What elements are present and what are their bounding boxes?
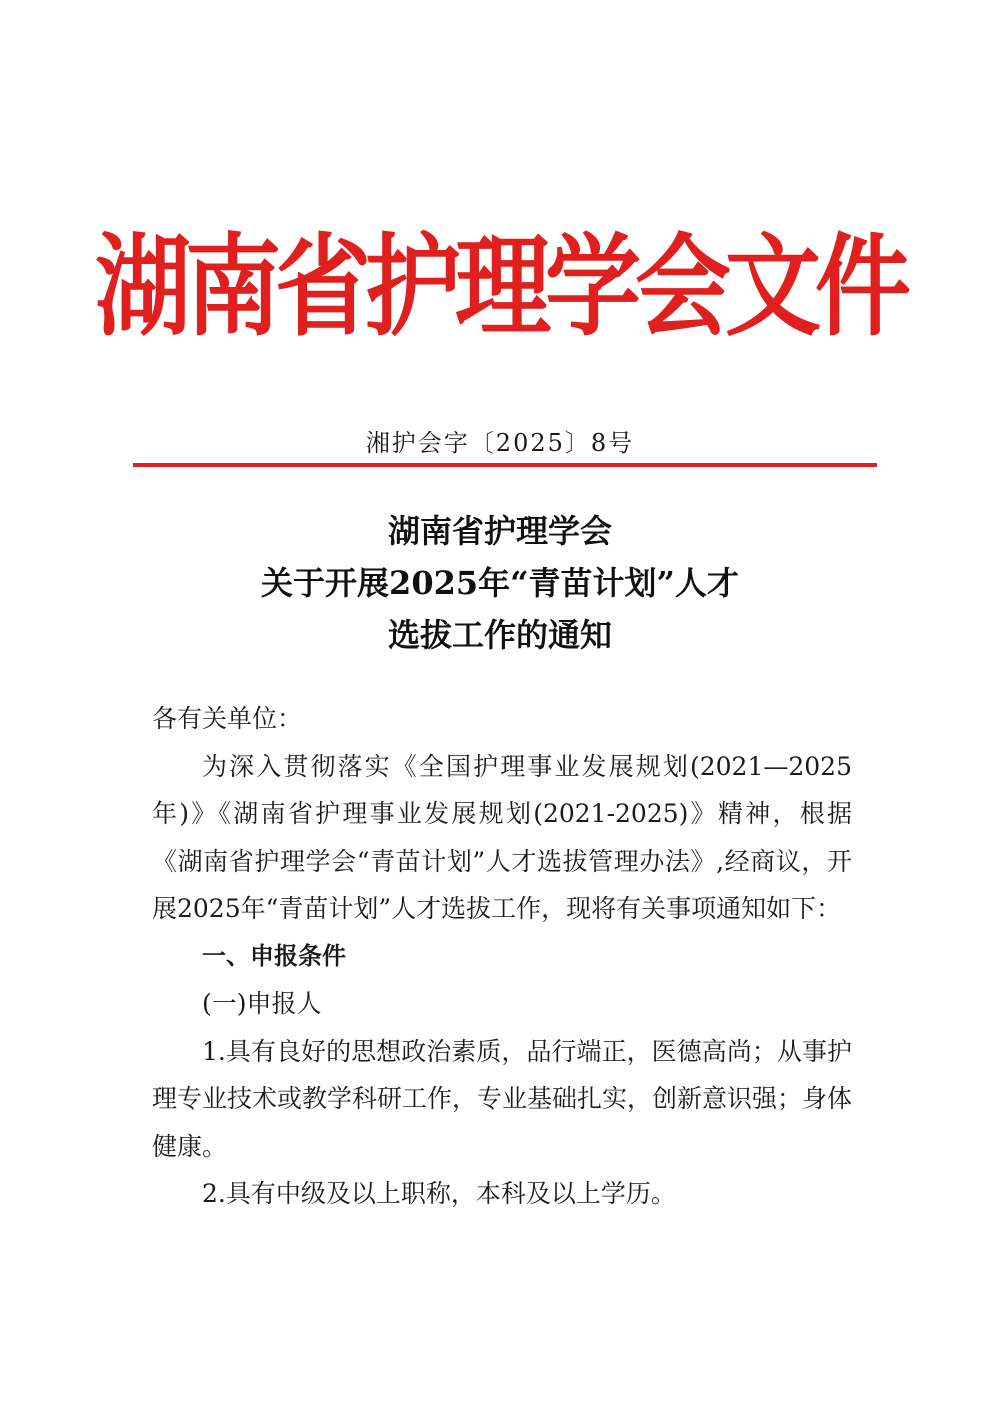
section-heading-1: 一、申报条件	[202, 941, 346, 970]
title-line-2: 关于开展2025年“青苗计划”人才	[261, 564, 739, 602]
document-header-title: 湖南省护理学会文件	[95, 221, 905, 352]
notice-title	[0, 505, 1000, 661]
salutation: 各有关单位：	[152, 704, 303, 733]
title-line-3: 选拔工作的通知	[387, 616, 612, 654]
requirement-item-2: 2.具有中级及以上职称，本科及以上学历。	[202, 1179, 676, 1208]
title-line-1: 湖南省护理学会	[387, 512, 612, 550]
intro-paragraph: 为深入贯彻落实《全国护理事业发展规划(2021—2025年)》《湖南省护理事业发展规划(2021-2025)》精神，根据《湖南省护理学会“青苗计划”人才选拔管理办法》,经商议，开展2025年“青苗计划”人才选拔工作，现将有关事项通知如下：	[152, 751, 852, 923]
subsection-heading-1: (一)申报人	[202, 989, 322, 1018]
document-number: 湘护会字〔2025〕8号	[365, 429, 635, 457]
requirement-item-1: 1.具有良好的思想政治素质，品行端正，医德高尚；从事护理专业技术或教学科研工作，专业基础扎实，创新意识强；身体健康。	[152, 1036, 853, 1161]
header-divider	[133, 463, 877, 467]
document-body	[152, 695, 852, 1218]
